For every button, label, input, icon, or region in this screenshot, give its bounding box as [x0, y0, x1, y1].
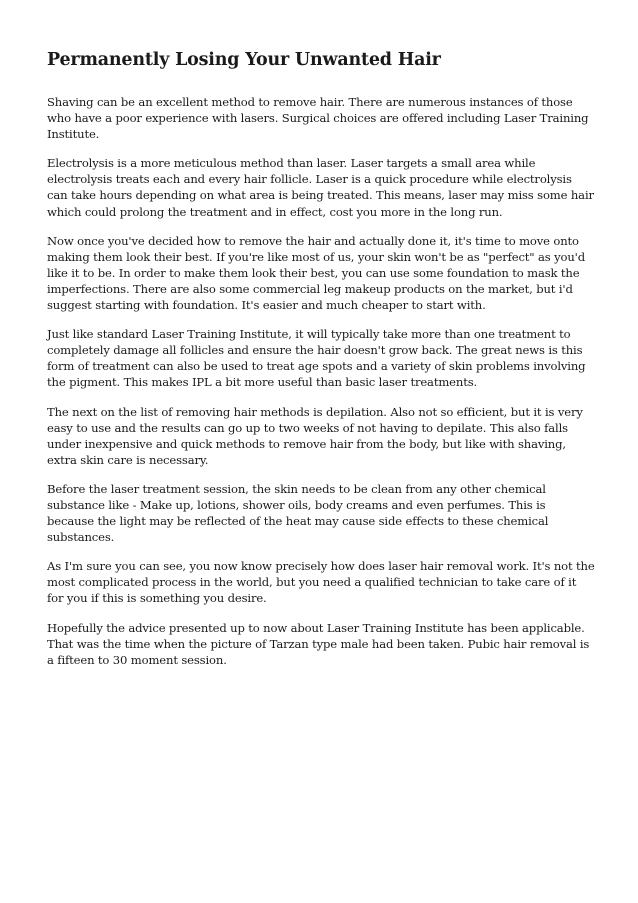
paragraph: Before the laser treatment session, the skin needs to be clean from any other chemical substance like - Make up, lotions, shower oils, body creams and even perfumes. This is because the light may be reflected of the heat may cause side effects to these chemical substances.	[47, 481, 549, 545]
document-page	[47, 48, 595, 681]
paragraph: Electrolysis is a more meticulous method than laser. Laser targets a small area while electrolysis treats each and every hair follicle. Laser is a quick procedure while electrolysis can take hours depending on what area is being treated. This means, laser may miss some hair which could prolong the treatment and in effect, cost you more in the long run.	[47, 156, 594, 219]
document-title: Permanently Losing Your Unwanted Hair	[47, 50, 441, 70]
paragraph: Hopefully the advice presented up to now about Laser Training Institute has been applicable. That was the time when the picture of Tarzan type male had been taken. Pubic hair removal is a fifteen to 30 moment session.	[47, 620, 590, 667]
paragraph: Just like standard Laser Training Institute, it will typically take more than one treatment to completely damage all follicles and ensure the hair doesn't grow back. The great news is this form of treatment can also be used to treat age spots and a variety of skin problems involving the pigment. This makes IPL a bit more useful than basic laser treatments.	[47, 327, 586, 390]
paragraph: The next on the list of removing hair methods is depilation. Also not so efficient, but it is very easy to use and the results can go up to two weeks of not having to depilate. This also falls under inexpensive and quick methods to remove hair from the body, but like with shaving, extra skin care is necessary.	[47, 404, 583, 467]
paragraph: As I'm sure you can see, you now know precisely how does laser hair removal work. It's not the most complicated process in the world, but you need a qualified technician to take care of it for you if this is something you desire.	[47, 559, 595, 606]
paragraph: Now once you've decided how to remove the hair and actually done it, it's time to move onto making them look their best. If you're like most of us, your skin won't be as "perfect" as you'd like it to be. In order to make them look their best, you can use some foundation to mask the imperfections. There are also some commercial leg makeup products on the market, but i'd suggest starting with foundation. It's easier and much cheaper to start with.	[47, 233, 585, 313]
paragraph: Shaving can be an excellent method to remove hair. There are numerous instances of those who have a poor experience with lasers. Surgical choices are offered including Laser Training Institute.	[47, 95, 589, 142]
